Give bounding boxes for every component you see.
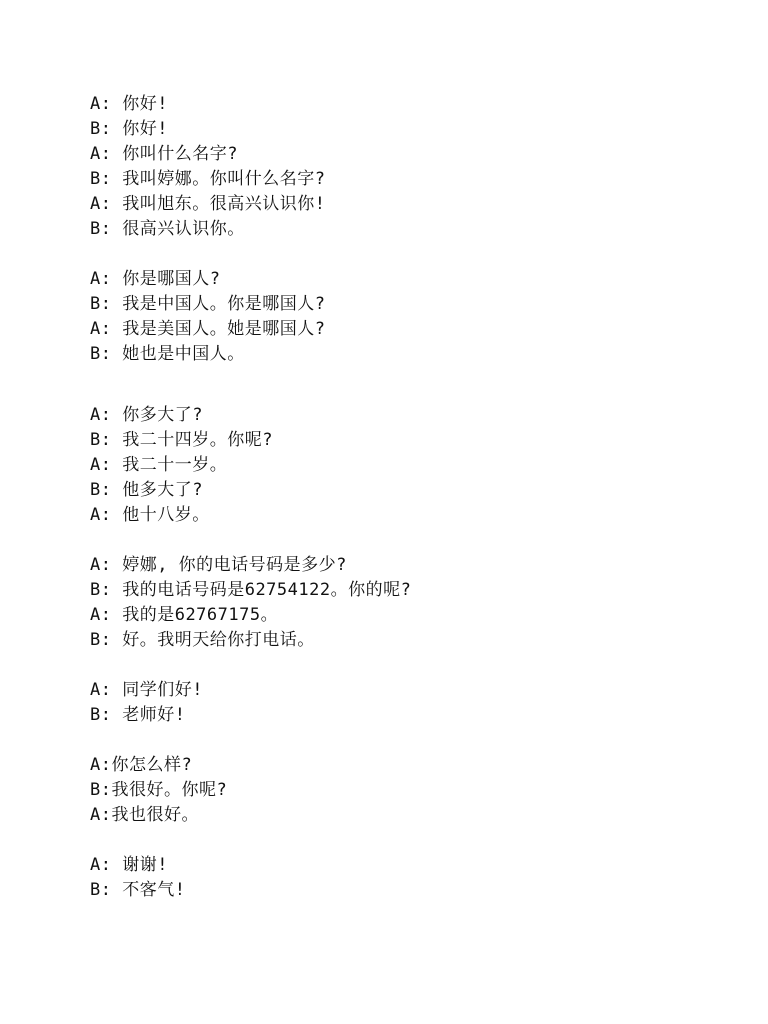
- dialogue-line: B: 我二十四岁。你呢?: [90, 430, 273, 450]
- dialogue-line: B: 你好!: [90, 119, 168, 139]
- dialogue-line: B: 老师好!: [90, 705, 186, 725]
- dialogue-line: B: 好。我明天给你打电话。: [90, 630, 315, 650]
- dialogue-line: A: 我二十一岁。: [90, 455, 228, 475]
- dialogue-age: [90, 403, 730, 528]
- spacer: [90, 242, 730, 267]
- dialogue-line: A: 我叫旭东。很高兴认识你!: [90, 194, 326, 214]
- dialogue-line: A: 你多大了?: [90, 405, 203, 425]
- dialogue-line: B: 很高兴认识你。: [90, 219, 245, 239]
- dialogue-line: B: 他多大了?: [90, 480, 203, 500]
- dialogue-line: A: 我的是62767175。: [90, 605, 279, 625]
- dialogue-line: A:你怎么样?: [90, 755, 193, 775]
- dialogue-greetings: [90, 92, 730, 242]
- dialogue-line: B: 我叫婷娜。你叫什么名字?: [90, 169, 326, 189]
- dialogue-line: B: 我是中国人。你是哪国人?: [90, 294, 326, 314]
- spacer: [90, 728, 730, 753]
- dialogue-wellbeing: [90, 753, 730, 828]
- dialogue-line: A:我也很好。: [90, 805, 199, 825]
- spacer: [90, 367, 730, 403]
- spacer: [90, 528, 730, 553]
- spacer: [90, 653, 730, 678]
- document-page: [90, 92, 730, 903]
- dialogue-classroom: [90, 678, 730, 728]
- dialogue-line: A: 他十八岁。: [90, 505, 210, 525]
- dialogue-line: A: 我是美国人。她是哪国人?: [90, 319, 326, 339]
- dialogue-line: B: 她也是中国人。: [90, 344, 245, 364]
- dialogue-line: A: 同学们好!: [90, 680, 203, 700]
- dialogue-line: B: 不客气!: [90, 880, 186, 900]
- dialogue-line: B: 我的电话号码是62754122。你的呢?: [90, 580, 412, 600]
- dialogue-line: B:我很好。你呢?: [90, 780, 228, 800]
- dialogue-line: A: 谢谢!: [90, 855, 168, 875]
- dialogue-line: A: 你好!: [90, 94, 168, 114]
- dialogue-line: A: 婷娜, 你的电话号码是多少?: [90, 555, 347, 575]
- dialogue-nationality: [90, 267, 730, 367]
- dialogue-line: A: 你叫什么名字?: [90, 144, 238, 164]
- dialogue-thanks: [90, 853, 730, 903]
- dialogue-phone: [90, 553, 730, 653]
- spacer: [90, 828, 730, 853]
- dialogue-line: A: 你是哪国人?: [90, 269, 221, 289]
